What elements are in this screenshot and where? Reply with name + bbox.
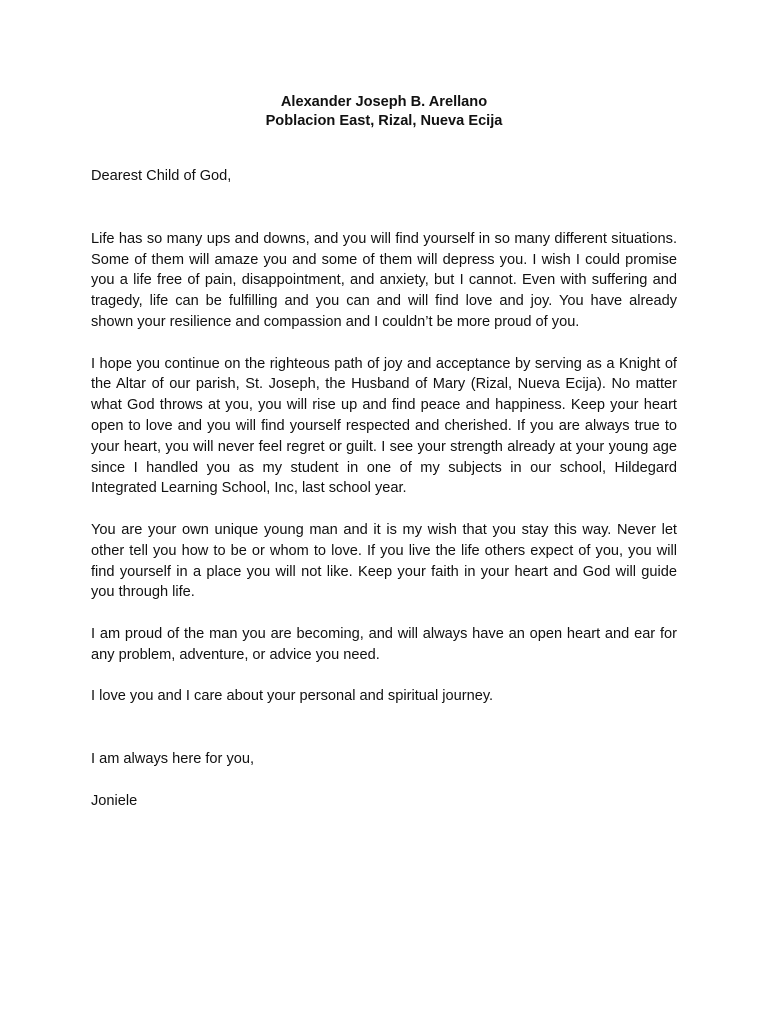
letter-paragraph-5: I love you and I care about your personal and spiritual journey.	[91, 688, 494, 705]
letter-header	[0, 93, 768, 131]
letter-body	[91, 166, 677, 812]
sender-name: Alexander Joseph B. Arellano	[280, 94, 488, 110]
letter-closing: I am always here for you,	[91, 751, 255, 768]
letter-paragraph-4: I am proud of the man you are becoming, and will always have an open heart and ear for any problem, adventure, or advice you need.	[91, 625, 677, 663]
sender-address: Poblacion East, Rizal, Nueva Ecija	[265, 113, 503, 129]
letter-paragraph-3: You are your own unique young man and it is my wish that you stay this way. Never let other tell you how to be or whom to love. If you live the life others expect of you, you will find yourself in a place you will not like. Keep your faith in your heart and God will guide you through life.	[91, 521, 677, 601]
letter-paragraph-2: I hope you continue on the righteous path of joy and acceptance by serving as a Knight of the Altar of our parish, St. Joseph, the Husband of Mary (Rizal, Nueva Ecija). No matter what God throws at you, you will rise up and find peace and happiness. Keep your heart open to love and you will find yourself respected and cherished. If you are always true to your heart, you will never feel regret or guilt. I see your strength already at your young age since I handled you as my student in one of my subjects in our school, Hildegard Integrated Learning School, Inc, last school year.	[91, 355, 677, 497]
letter-paragraph-1: Life has so many ups and downs, and you will find yourself in so many different situations. Some of them will amaze you and some of them will depress you. I wish I could promise you a life free of pain, disappointment, and anxiety, but I cannot. Even with suffering and tragedy, life can be fulfilling and you can and will find love and joy. You have already shown your resilience and compassion and I couldn’t be more proud of you.	[91, 230, 677, 330]
letter-greeting: Dearest Child of God,	[91, 168, 232, 184]
letter-signature: Joniele	[91, 792, 138, 809]
